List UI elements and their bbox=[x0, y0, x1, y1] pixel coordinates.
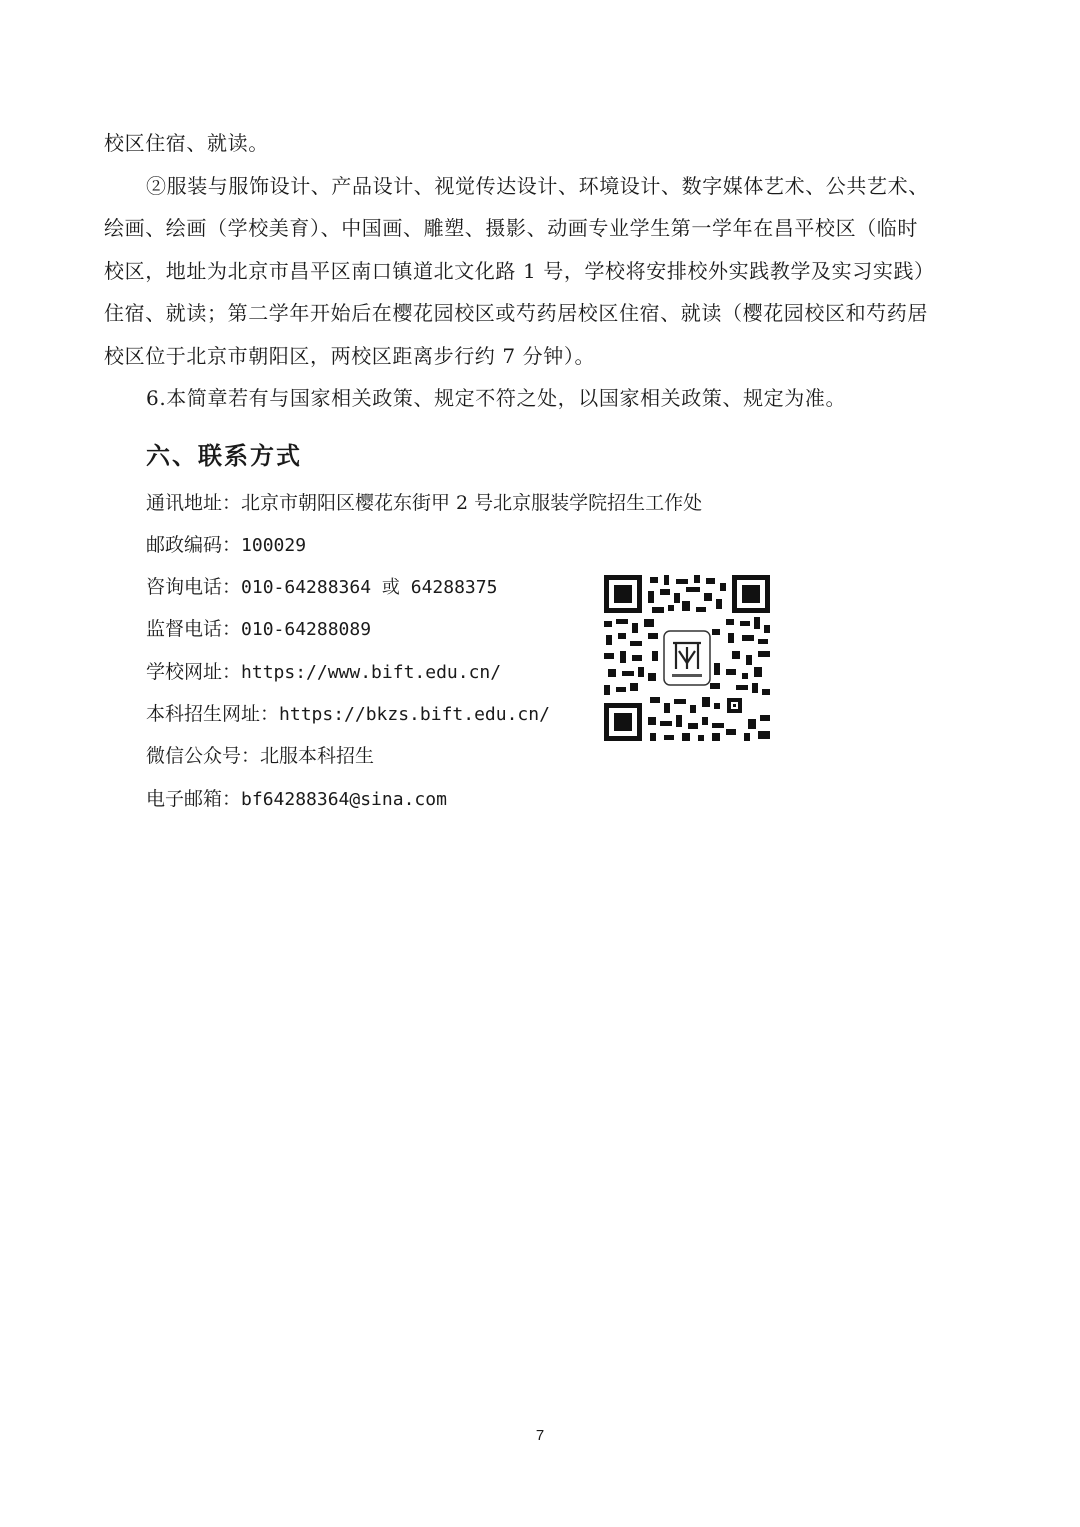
body-line-1: 校区住宿、就读。 bbox=[104, 131, 269, 155]
wechat-value: 北服本科招生 bbox=[260, 745, 375, 767]
address-value: 北京市朝阳区樱花东街甲 2 号北京服装学院招生工作处 bbox=[241, 492, 703, 514]
qr-code-icon bbox=[602, 573, 772, 743]
page-number: 7 bbox=[535, 1427, 545, 1444]
contact-supervise bbox=[146, 615, 371, 644]
email-label: 电子邮箱： bbox=[146, 788, 242, 810]
admission-site-link[interactable]: https://bkzs.bift.edu.cn/ bbox=[279, 704, 550, 725]
phone-label: 咨询电话： bbox=[146, 576, 242, 598]
contact-school-site bbox=[146, 658, 501, 687]
email-link[interactable]: bf64288364@sina.com bbox=[241, 789, 447, 810]
postcode-value: 100029 bbox=[241, 535, 307, 556]
admission-site-label: 本科招生网址： bbox=[146, 703, 280, 725]
school-site-label: 学校网址： bbox=[146, 661, 242, 683]
contact-wechat bbox=[146, 742, 374, 770]
body-line-4: 校区，地址为北京市昌平区南口镇道北文化路 1 号，学校将安排校外实践教学及实习实践） bbox=[104, 259, 935, 283]
contact-address bbox=[146, 489, 702, 517]
supervise-value: 010-64288089 bbox=[241, 619, 372, 640]
wechat-label: 微信公众号： bbox=[146, 745, 261, 767]
body-line-6: 校区位于北京市朝阳区，两校区距离步行约 7 分钟）。 bbox=[104, 344, 596, 368]
school-site-link[interactable]: https://www.bift.edu.cn/ bbox=[241, 662, 502, 683]
contact-postcode bbox=[146, 531, 306, 560]
contact-email bbox=[146, 785, 447, 814]
body-line-3: 绘画、绘画（学校美育）、中国画、雕塑、摄影、动画专业学生第一学年在昌平校区（临时 bbox=[104, 216, 918, 240]
contact-phone bbox=[146, 573, 497, 602]
contact-admission-site bbox=[146, 700, 550, 729]
supervise-label: 监督电话： bbox=[146, 618, 242, 640]
address-label: 通讯地址： bbox=[146, 492, 242, 514]
postcode-label: 邮政编码： bbox=[146, 534, 242, 556]
body-line-2: ②服装与服饰设计、产品设计、视觉传达设计、环境设计、数字媒体艺术、公共艺术、 bbox=[146, 174, 929, 198]
phone-value: 010-64288364 或 64288375 bbox=[241, 577, 498, 598]
body-line-5: 住宿、就读；第二学年开始后在樱花园校区或芍药居校区住宿、就读（樱花园校区和芍药居 bbox=[104, 301, 928, 325]
body-line-7: 6.本简章若有与国家相关政策、规定不符之处，以国家相关政策、规定为准。 bbox=[146, 386, 847, 410]
section-heading: 六、联系方式 bbox=[146, 442, 302, 470]
